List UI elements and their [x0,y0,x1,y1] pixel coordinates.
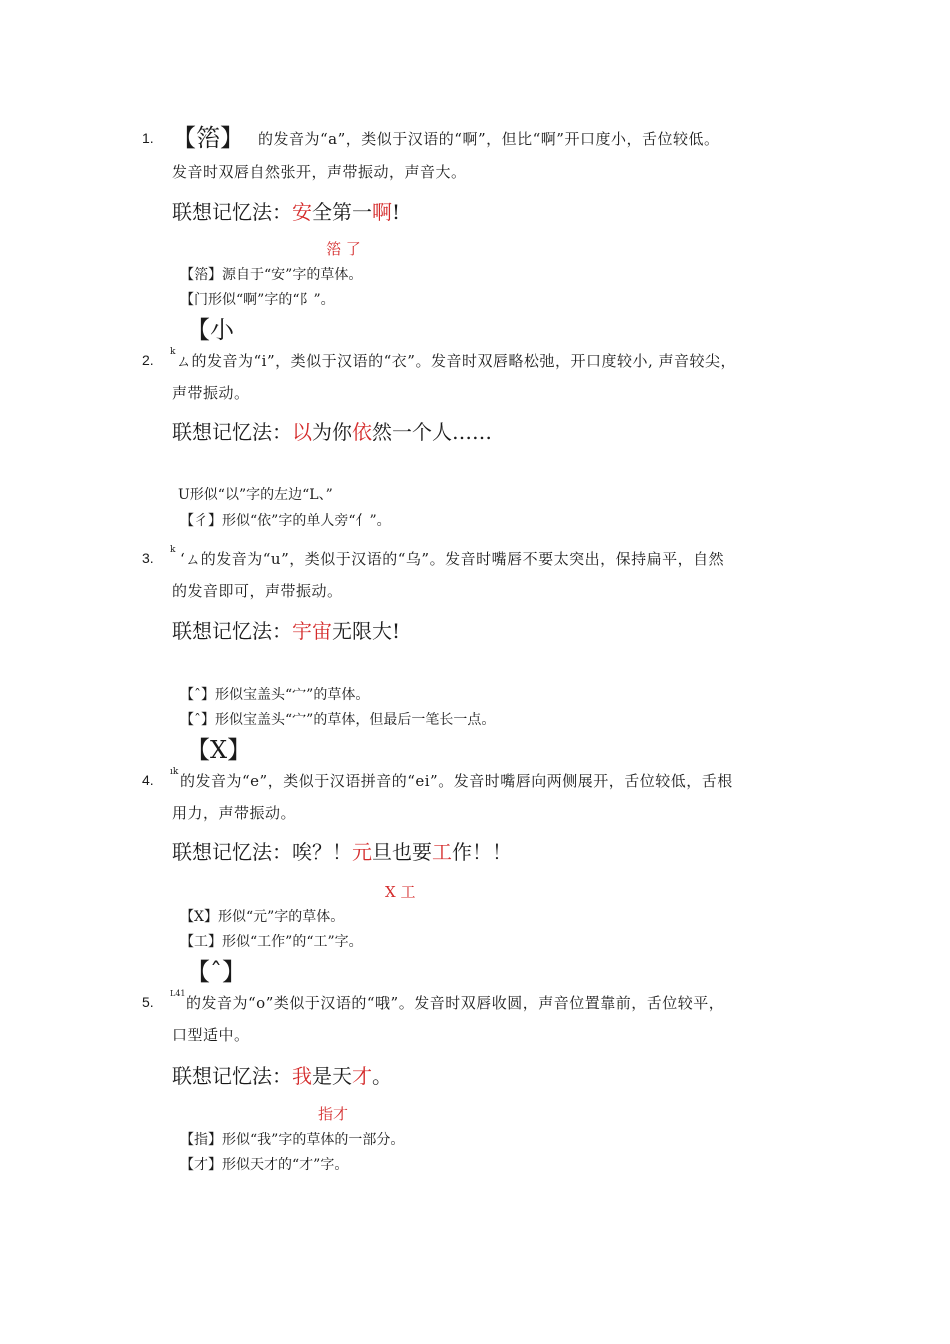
red-origin-label: 箈 了 [326,240,361,258]
paragraph-line: ‘ㄙ的发音为“u”，类似于汉语的“乌”。发音时嘴唇不要太突出，保持扁平，自然 [180,550,725,568]
mnemonic-line [172,196,400,225]
mnemonic-highlight: 我 [292,1064,312,1088]
paragraph-line: ㄙ的发音为“i”，类似于汉语的“衣”。发音时双唇略松弛，开口度较小, 声音较尖， [176,352,737,370]
item-number: 4. [142,772,154,788]
mnemonic-highlight: 宇宙 [292,619,332,643]
superscript-mark: L41 [170,989,186,998]
symbol-glyph: 【小 [186,316,234,344]
mnemonic-text: ! [392,200,401,224]
origin-note: 【工】形似“工作”的“工”字。 [180,934,363,950]
superscript-mark: k [170,545,176,555]
paragraph-line: 口型适中。 [172,1026,250,1044]
item-number: 1. [142,130,154,146]
mnemonic-highlight: 啊 [372,200,392,224]
origin-note: 【X】形似“元”字的草体。 [180,909,345,925]
origin-note: 【才】形似天才的“才”字。 [180,1157,349,1173]
origin-note: 【门形似“啊”字的“阝”。 [180,292,335,308]
mnemonic-text: 唉？！ [292,840,352,864]
paragraph-line: 的发音即可，声带振动。 [172,582,343,600]
mnemonic-label: 联想记忆法： [172,840,292,864]
mnemonic-text: 然一个人…… [372,420,492,444]
symbol-glyph: 【X】 [186,736,252,764]
mnemonic-highlight: 安 [292,200,312,224]
origin-note: 【ˆ】形似宝盖头“宀”的草体，但最后一笔长一点。 [180,712,496,728]
item-number: 5. [142,994,154,1010]
paragraph-line: 的发音为“a”，类似于汉语的“啊”，但比“啊”开口度小，舌位较低。 [258,130,720,148]
mnemonic-line [172,1060,392,1089]
paragraph-line: 的发音为“o”类似于汉语的“哦”。发音时双唇收圆，声音位置靠前，舌位较平， [186,994,725,1012]
paragraph-line: 发音时双唇自然张开，声带振动，声音大。 [172,163,467,181]
mnemonic-highlight: 依 [352,420,372,444]
origin-note: 【箈】源自于“安”字的草体。 [180,267,363,283]
paragraph-line: 声带振动。 [172,384,250,402]
item-number: 2. [142,352,154,368]
origin-note: 【指】形似“我”字的草体的一部分。 [180,1132,405,1148]
superscript-mark: ık [170,767,179,777]
mnemonic-text: 全第一 [312,200,372,224]
mnemonic-text: 是天 [312,1064,352,1088]
symbol-glyph: 【箈】 [172,124,244,152]
mnemonic-line [172,836,512,865]
paragraph-line: 的发音为“e”，类似于汉语拼音的“ei”。发音时嘴唇向两侧展开，舌位较低，舌根 [180,772,733,790]
mnemonic-text: 旦也要 [372,840,432,864]
mnemonic-line [172,615,400,644]
mnemonic-label: 联想记忆法： [172,200,292,224]
mnemonic-highlight: 才 [352,1064,372,1088]
origin-note: 【ˆ】形似宝盖头“宀”的草体。 [180,687,370,703]
mnemonic-text: 。 [372,1064,392,1088]
mnemonic-label: 联想记忆法： [172,420,292,444]
red-origin-label: X 工 [385,883,416,901]
origin-note: U形似“以”字的左边“L、” [178,487,333,503]
red-origin-label: 指才 [318,1105,349,1123]
superscript-mark: k [170,347,176,357]
mnemonic-highlight: 元 [352,840,372,864]
mnemonic-label: 联想记忆法： [172,1064,292,1088]
mnemonic-highlight: 工 [432,840,452,864]
origin-note: 【彳】形似“依”字的单人旁“亻”。 [180,513,391,529]
mnemonic-line [172,416,492,445]
mnemonic-highlight: 以 [292,420,312,444]
mnemonic-label: 联想记忆法： [172,619,292,643]
symbol-glyph: 【ˆ】 [186,958,246,986]
mnemonic-text: 为你 [312,420,352,444]
item-number: 3. [142,550,154,566]
mnemonic-text: 作！！ [452,840,512,864]
paragraph-line: 用力，声带振动。 [172,804,297,822]
mnemonic-text: 无限大! [332,619,401,643]
